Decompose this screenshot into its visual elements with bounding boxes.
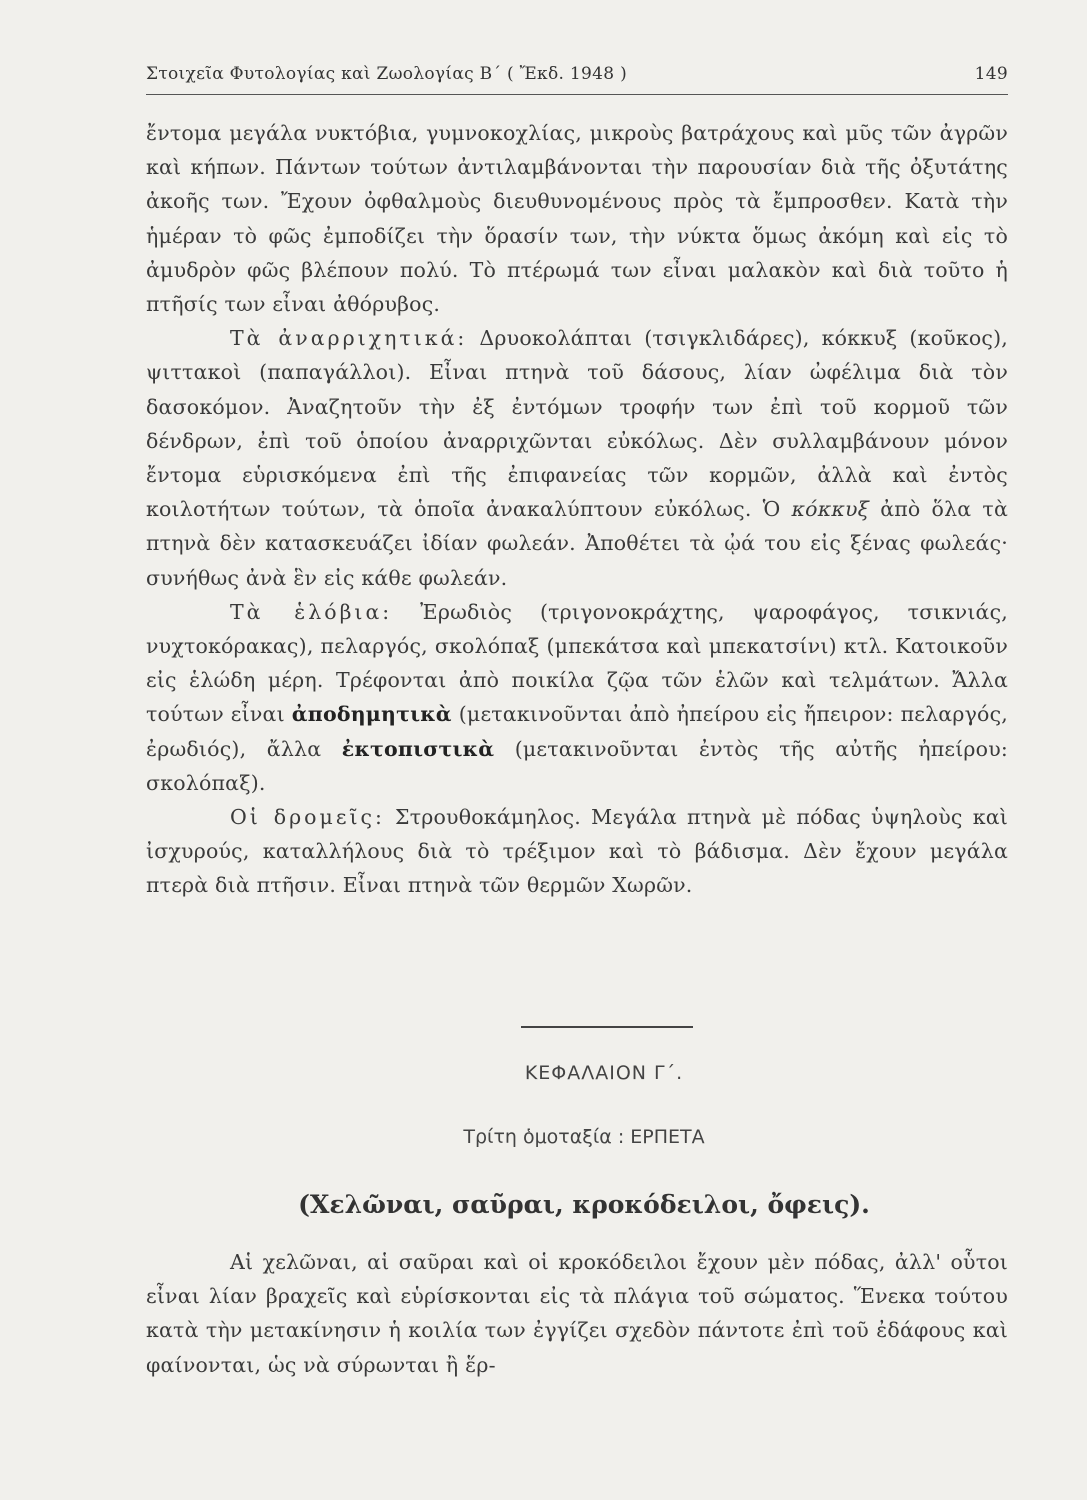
names-marsh-birds: Ἐρωδιὸς (τριγονοκράχτης, ψαροφάγος, τσικνιάς, νυχτοκόρακας), πελαργός, σκολόπαξ (μπεκάτσα καὶ μπεκατσίνι)	[146, 599, 1008, 659]
conj-kai-oi: καὶ οἱ	[483, 1250, 549, 1274]
paragraph-reptiles	[146, 1245, 1008, 1382]
term-kokkyx: κόκκυξ	[791, 497, 870, 522]
term-migratory: ἀποδημητικὰ	[291, 702, 452, 727]
running-header	[146, 64, 1008, 84]
text-climbers-tail: ἀπὸ ὅλα τὰ πτηνὰ δὲν κατασκευάζει ἰδίαν φωλεάν. Ἀποθέτει τὰ ᾠά του εἰς ξένας φωλεάς· συνήθως ἀνὰ ἓν εἰς κάθε φωλεάν.	[146, 497, 1008, 590]
class-heading: Τρίτη ὁμοταξία : ΕΡΠΕΤΑ	[463, 1126, 705, 1148]
text-reptiles: ἔχουν μὲν πόδας, ἀλλ' οὗτοι εἶναι λίαν βραχεῖς καὶ εὑρίσκονται εἰς τὰ πλάγια τοῦ σώματος. Ἕνεκα τούτου κατὰ τὴν μετακίνησιν ἡ κοιλία των ἐγγίζει σχεδὸν πάντοτε ἐπὶ τοῦ ἐδάφους καὶ φαίνονται, ὡς νὰ σύρωνται ἢ ἕρ-	[146, 1250, 1009, 1377]
text-climbers: Εἶναι πτηνὰ τοῦ δάσους, λίαν ὠφέλιμα διὰ τὸν δασοκόμον. Ἀναζητοῦν τὴν ἐξ ἐντόμων τροφήν των ἐπὶ τοῦ κορμοῦ τῶν δένδρων, ἐπὶ τοῦ ὁποίου ἀναρριχῶνται εὐκόλως. Δὲν συλλαμβάνουν μόνον ἔντομα εὑρισκόμενα ἐπὶ τῆς ἐπιφανείας τῶν κορμῶν, ἀλλὰ καὶ ἐντὸς κοιλοτήτων τούτων, τὰ ὁποῖα ἀνακαλύπτουν εὐκόλως. Ὁ	[146, 360, 1008, 522]
chapter-subtitle: (Χελῶναι, σαῦραι, κροκόδειλοι, ὄφεις).	[298, 1190, 870, 1219]
names-climbers: Δρυοκολάπται (τσιγκλιδάρες), κόκκυξ (κοῦκος), ψιττακοὶ (παπαγάλλοι).	[146, 326, 1008, 385]
term-lizards: σαῦραι	[398, 1250, 475, 1274]
header-rule	[146, 94, 1008, 95]
reptiles-lead: Αἱ	[230, 1250, 254, 1274]
book-title: Στοιχεῖα Φυτολογίας καὶ Ζωολογίας Β΄ ( Ἔκδ. 1948 )	[146, 64, 627, 84]
term-marsh-birds: Τὰ ἑλόβια:	[230, 599, 393, 624]
section-birds-text	[146, 116, 1008, 903]
paragraph-owls: ἔντομα μεγάλα νυκτόβια, γυμνοκοχλίας, μικροὺς βατράχους καὶ μῦς τῶν ἀγρῶν καὶ κήπων. Πάντων τούτων ἀντιλαμβάνονται τὴν παρουσίαν διὰ τῆς ὀξυτάτης ἀκοῆς των. Ἔχουν ὀφθαλμοὺς διευθυνομένους πρὸς τὰ ἔμπροσθεν. Κατὰ τὴν ἡμέραν τὸ φῶς ἐμποδίζει τὴν ὅρασίν των, τὴν νύκτα ὅμως ἀκόμη καὶ εἰς τὸ ἀμυδρὸν φῶς βλέπουν πολύ. Τὸ πτέρωμά των εἶναι μαλακὸν καὶ διὰ τοῦτο ἡ πτῆσίς των εἶναι ἀθόρυβος.	[146, 121, 1008, 317]
paragraph-runners	[146, 800, 1008, 903]
names-runners: Στρουθοκάμηλος.	[395, 805, 581, 830]
term-climbers: Τὰ ἀναρριχητικά:	[230, 326, 468, 351]
term-displaced: ἐκτοπιστικὰ	[341, 736, 495, 761]
text-marsh-end: (μετακινοῦνται ἐντὸς τῆς αὐτῆς ἠπείρου: σκολόπαξ).	[146, 736, 1008, 795]
section-reptiles-text	[146, 1245, 1008, 1382]
term-runners: Οἱ δρομεῖς:	[230, 805, 385, 830]
text-runners: Μεγάλα πτηνὰ μὲ πόδας ὑψηλοὺς καὶ ἰσχυρούς, καταλλήλους διὰ τὸ τρέξιμον καὶ τὸ βάδισμα. Δὲν ἔχουν μεγάλα πτερὰ διὰ πτῆσιν. Εἶναι πτηνὰ τῶν θερμῶν Χωρῶν.	[146, 805, 1008, 898]
text-marsh-mid: (μετακινοῦνται ἀπὸ ἠπείρου εἰς ἤπειρον: πελαργός, ἐρωδιός), ἄλλα	[146, 702, 1008, 761]
section-divider	[521, 1026, 693, 1028]
paragraph-marsh-birds	[146, 595, 1008, 800]
page-number: 149	[974, 64, 1008, 84]
text-marsh-birds: κτλ. Κατοικοῦν εἰς ἑλώδη μέρη. Τρέφονται ἀπὸ ποικίλα ζῷα τῶν ἑλῶν καὶ τελμάτων. Ἄλλα τούτων εἶναι	[146, 634, 1009, 727]
article-ai: αἱ	[367, 1250, 390, 1274]
paragraph-climbers	[146, 321, 1008, 595]
term-crocodiles: κροκόδειλοι	[558, 1250, 688, 1274]
chapter-heading: ΚΕΦΑΛΑΙΟΝ Γ΄.	[524, 1062, 684, 1084]
term-turtles: χελῶναι,	[262, 1250, 358, 1274]
